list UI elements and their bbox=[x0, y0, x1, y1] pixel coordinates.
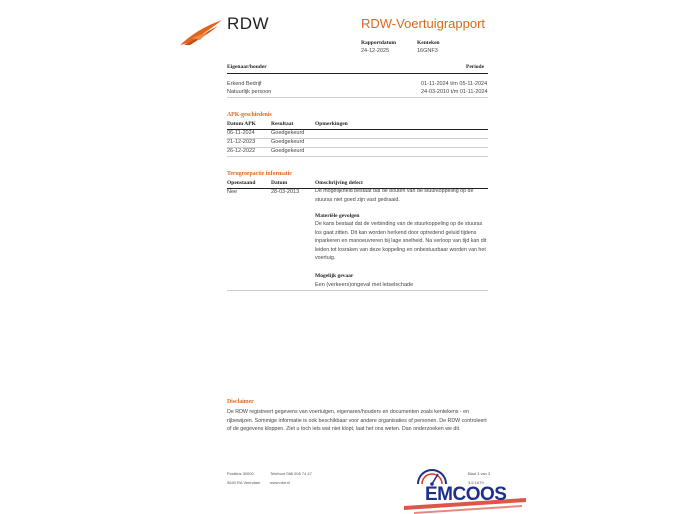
apk-row-2-result: Goedgekeurd bbox=[271, 139, 305, 145]
consequences-text: De kans bestaat dat de verbinding van de stuurkoppeling op de stuuras los gaat zitten. Dit kan worden herkend door optredend geluid tijdens inparkeren en manoeuvreren bij lage snelheid. Na verloop van tijd kan dit leiden tot losraken van deze koppeling en onbestuurbaar worden van het voertuig. bbox=[315, 221, 487, 262]
danger-text: Een (verkeers)ongeval met letselschade bbox=[315, 282, 414, 288]
apk-row-1-result: Goedgekeurd bbox=[271, 130, 305, 136]
report-date: 24-12-2025 bbox=[361, 48, 390, 54]
apk-row-rule bbox=[227, 147, 488, 148]
owner-row-2: Natuurlijk persoon bbox=[227, 89, 272, 95]
owner-row-1-period: 01-11-2024 t/m 05-11-2024 bbox=[421, 81, 488, 87]
report-date-label: Rapportdatum bbox=[361, 40, 397, 46]
apk-result-header: Resultaat bbox=[271, 121, 294, 127]
footer-website: www.rdw.nl bbox=[270, 480, 291, 485]
apk-row-2-date: 21-12-2023 bbox=[227, 139, 256, 145]
recall-date-value: 28-03-2013 bbox=[271, 189, 300, 195]
report-title: RDW-Voertuigrapport bbox=[361, 16, 486, 31]
owners-bottom-rule bbox=[227, 97, 488, 98]
apk-date-header: Datum APK bbox=[227, 121, 256, 127]
plate-value: 16GNF3 bbox=[417, 48, 438, 54]
apk-row-rule bbox=[227, 138, 488, 139]
plate-label: Kenteken bbox=[417, 40, 440, 46]
owner-row-1: Erkend Bedrijf bbox=[227, 81, 262, 87]
apk-header-rule bbox=[227, 129, 488, 130]
footer-code: 3.5 1679 bbox=[468, 480, 484, 485]
disclaimer-title: Disclaimer bbox=[227, 399, 254, 405]
apk-row-3-date: 26-12-2022 bbox=[227, 148, 256, 154]
brand-name: RDW bbox=[227, 14, 270, 33]
footer-postbus: Postbus 30000 bbox=[227, 471, 254, 476]
owner-row-2-period: 24-03-2010 t/m 01-11-2024 bbox=[421, 89, 488, 95]
emcoos-watermark-text: EMCOOS bbox=[425, 484, 507, 505]
recall-open-value: Nee bbox=[227, 189, 238, 195]
owner-column-header: Eigenaar/houder bbox=[227, 64, 267, 70]
apk-row-3-result: Goedgekeurd bbox=[271, 148, 305, 154]
apk-remarks-header: Opmerkingen bbox=[315, 121, 348, 127]
footer-page: Blad 3 van 3 bbox=[468, 471, 491, 476]
danger-title: Mogelijk gevaar bbox=[315, 273, 354, 279]
consequences-title: Materiële gevolgen bbox=[315, 213, 360, 219]
apk-row-1-date: 06-11-2024 bbox=[227, 130, 255, 136]
footer-phone: Telefoon 088 008 74 47 bbox=[270, 471, 312, 476]
recall-open-header: Openstaand bbox=[227, 180, 256, 186]
footer-city: 9640 RA Veendam bbox=[227, 480, 261, 485]
rdw-logo-icon bbox=[178, 18, 224, 48]
apk-section-title: APK-geschiedenis bbox=[227, 112, 272, 118]
recall-section-title: Terugroepactie informatie bbox=[227, 171, 292, 177]
recall-date-header: Datum bbox=[271, 180, 288, 186]
recall-bottom-rule bbox=[227, 290, 488, 291]
period-column-header: Periode bbox=[466, 64, 485, 70]
owners-header-rule bbox=[227, 73, 488, 74]
recall-desc-header: Omschrijving defect bbox=[315, 180, 363, 186]
apk-bottom-rule bbox=[227, 156, 488, 157]
disclaimer-text: De RDW registreert gegevens van voertuigen, eigenaren/houders en documenten zoals kentekens - en rijbewijzen. Sommige informatie is ook beschikbaar voor andere organisaties of personen. De RDW controleert of de gegevens kloppen. Ziet u toch iets wat niet klopt, laat het ons weten. Dan onderzoeken we dit. bbox=[227, 409, 487, 433]
recall-defect-text: De mogelijkheid bestaat dat de bouten van de stuurkoppeling op de stuuras niet goed zijn vast gedraaid. bbox=[315, 188, 474, 203]
